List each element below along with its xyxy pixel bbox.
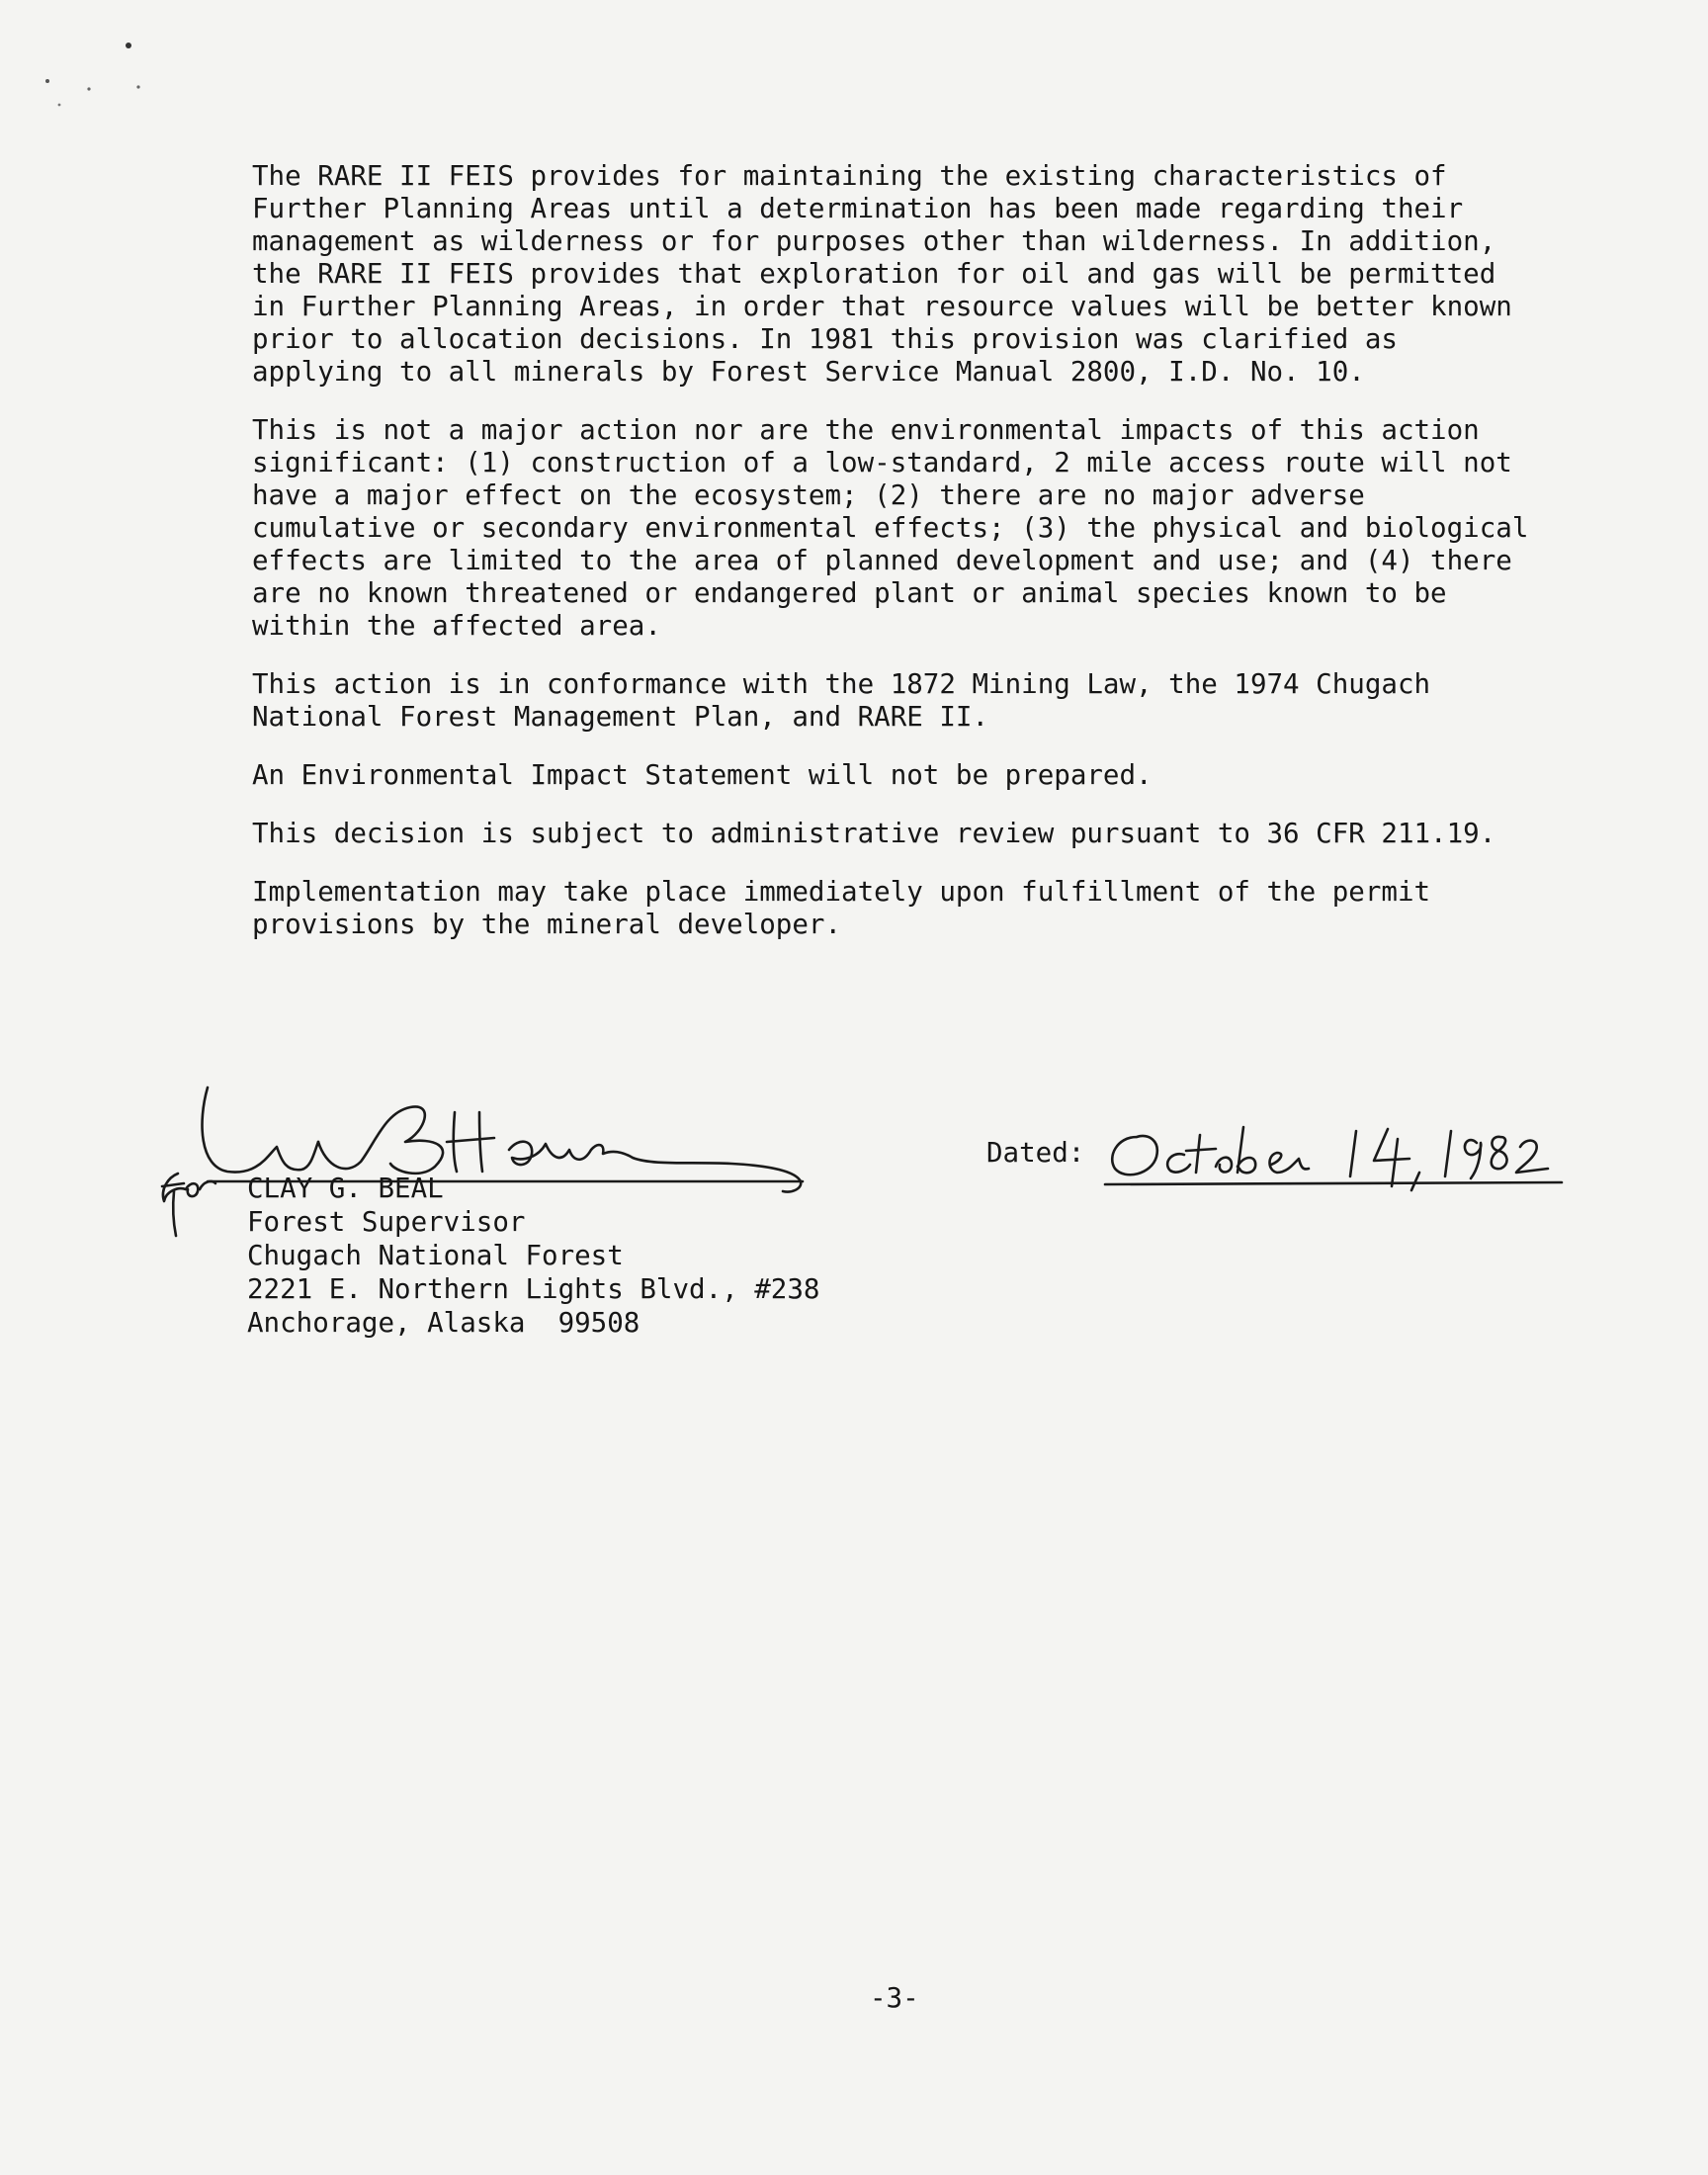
- body-text: [252, 160, 1577, 967]
- signer-info: [247, 1172, 819, 1340]
- paragraph-not-major-action: This is not a major action nor are the environmental impacts of this action significant: (1) construction of a low-standard, 2 mile access route will not have a major effect on the ecosystem; (2) there are no major adverse cumulative or secondary environmental effects; (3) the physical and biological effects are limited to the area of planned development and use; and (4) there are no known threatened or endangered plant or animal species known to be within the affected area.: [252, 414, 1529, 642]
- paragraph-implementation: Implementation may take place immediately upon fulfillment of the permit provisions by the mineral developer.: [252, 876, 1431, 940]
- signer-address-line-2: Anchorage, Alaska 99508: [247, 1307, 640, 1339]
- signer-title: Forest Supervisor: [247, 1206, 526, 1238]
- paragraph-eis: An Environmental Impact Statement will not be prepared.: [252, 759, 1153, 791]
- signature-block: [138, 1073, 949, 1349]
- paragraph-rare-ii: The RARE II FEIS provides for maintaining the existing characteristics of Further Planning Areas until a determination has been made regarding their management as wilderness or for purposes other than wilderness. In addition, the RARE II FEIS provides that exploration for oil and gas will be permitted in Further Planning Areas, in order that resource values will be better known prior to allocation decisions. In 1981 this provision was clarified as applying to all minerals by Forest Service Manual 2800, I.D. No. 10.: [252, 160, 1512, 388]
- paragraph-conformance: This action is in conformance with the 1872 Mining Law, the 1974 Chugach National Forest Management Plan, and RARE II.: [252, 668, 1431, 733]
- signer-org: Chugach National Forest: [247, 1240, 624, 1271]
- scan-specks: [30, 30, 168, 119]
- page-number: -3-: [870, 1982, 919, 2014]
- handwritten-date: [1097, 1107, 1611, 1206]
- paragraph-review: This decision is subject to administrative review pursuant to 36 CFR 211.19.: [252, 818, 1496, 849]
- signer-address-line-1: 2221 E. Northern Lights Blvd., #238: [247, 1273, 820, 1305]
- dated-label: Dated:: [986, 1137, 1085, 1169]
- signer-name: CLAY G. BEAL: [247, 1173, 444, 1204]
